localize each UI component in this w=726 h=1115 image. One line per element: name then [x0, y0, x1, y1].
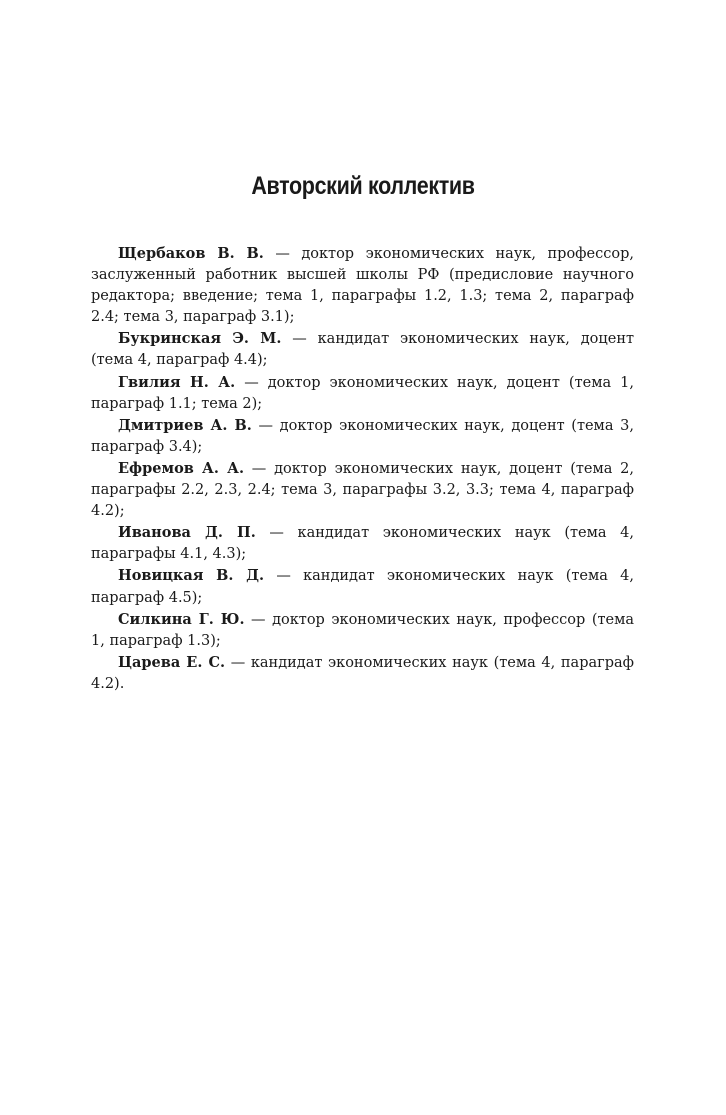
author-name: Букринская Э. М. — [118, 330, 282, 348]
author-description: — доктор экономических наук, доцент (тема 2, параграфы 2.2, 2.3, 2.4; тема 3, параграфы 3.2, 3.3; тема 4, параграф 4.2); — [91, 460, 634, 520]
author-description: — кандидат экономических наук (тема 4, параграф 4.5); — [91, 568, 634, 606]
author-entry — [91, 415, 634, 458]
page-title: Авторский коллектив — [251, 172, 475, 200]
author-name: Иванова Д. П. — [118, 524, 256, 542]
author-name: Царева Е. С. — [118, 653, 226, 671]
author-entry — [91, 458, 634, 522]
author-entry — [91, 372, 634, 415]
author-name: Новицкая В. Д. — [118, 567, 265, 585]
author-description: — кандидат экономических наук, доцент (тема 4, параграф 4.4); — [91, 331, 635, 369]
author-description: — доктор экономических наук, профессор, заслуженный работник высшей школы РФ (предисловие научного редактора; введение; тема 1, параграфы 1.2, 1.3; тема 2, параграф 2.4; тема 3, параграф 3.1); — [91, 246, 634, 326]
author-description: — доктор экономических наук, доцент (тема 1, параграф 1.1; тема 2); — [91, 374, 635, 412]
author-description: — кандидат экономических наук (тема 4, параграф 4.2). — [91, 654, 635, 692]
author-name: Силкина Г. Ю. — [118, 610, 245, 628]
author-entry — [91, 328, 634, 371]
author-entry — [91, 609, 634, 652]
author-description: — доктор экономических наук, профессор (тема 1, параграф 1.3); — [91, 611, 635, 649]
author-entry — [91, 565, 634, 608]
author-entry — [91, 522, 634, 565]
author-description: — доктор экономических наук, доцент (тема 3, параграф 3.4); — [91, 417, 634, 455]
author-entry — [91, 243, 634, 328]
author-description: — кандидат экономических наук (тема 4, параграфы 4.1, 4.3); — [91, 525, 635, 563]
author-entry — [91, 652, 634, 695]
author-list — [91, 243, 634, 695]
author-name: Дмитриев А. В. — [118, 416, 252, 434]
author-name: Гвилия Н. А. — [118, 373, 236, 391]
author-name: Ефремов А. А. — [118, 459, 245, 477]
author-name: Щербаков В. В. — [118, 245, 264, 262]
